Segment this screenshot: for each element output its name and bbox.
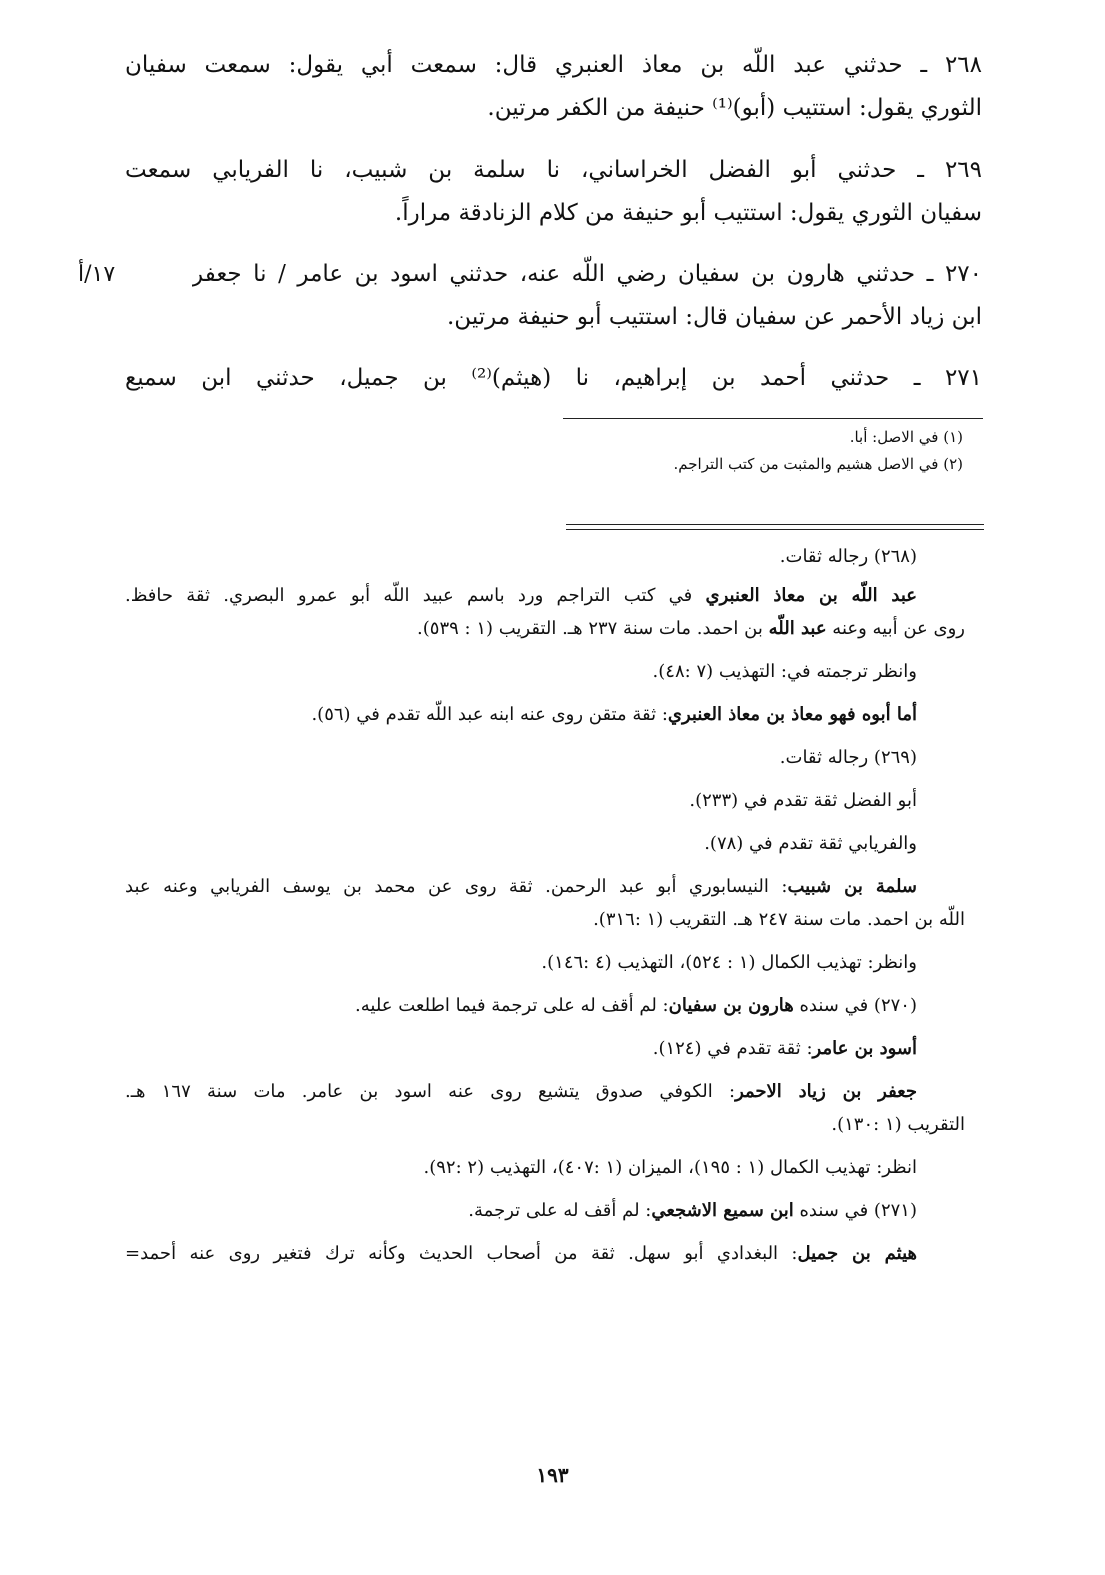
comm-line-4: وانظر ترجمته في: التهذيب (٧ :٤٨). bbox=[652, 661, 917, 682]
comm-text: : الكوفي صدوق يتشيع روى عنه اسود بن عامر. مات سنة ١٦٧ هـ. bbox=[125, 1081, 736, 1102]
comm-text: (٢٧٠) في سنده bbox=[793, 995, 917, 1016]
hadith-271 bbox=[125, 357, 982, 400]
page-number: ١٩٣ bbox=[536, 1463, 569, 1487]
hadith-270-cont bbox=[125, 296, 982, 339]
hadith-268-line-1: ٢٦٨ ـ حدثني عبد اللّه بن معاذ العنبري قال: سمعت أبي يقول: سمعت سفيان bbox=[125, 52, 982, 78]
comm-text: روى عن أبيه وعنه bbox=[826, 618, 965, 639]
folio-margin-note: ١٧/أ bbox=[78, 262, 116, 287]
comm-268-header: (٢٦٨) رجاله ثقات. bbox=[779, 546, 917, 567]
narrator-name: أسود بن عامر bbox=[812, 1038, 917, 1059]
comm-line-14 bbox=[125, 1075, 965, 1108]
narrator-name: أما أبوه فهو معاذ بن معاذ العنبري bbox=[667, 704, 917, 725]
hadith-269-line-1: ٢٦٩ ـ حدثني أبو الفضل الخراساني، نا سلمة بن شبيب، نا الفريابي سمعت bbox=[125, 157, 982, 183]
narrator-name: هيثم بن جميل bbox=[797, 1243, 917, 1264]
hadith-269-line-2: سفيان الثوري يقول: استتيب أبو حنيفة من كلام الزنادقة مراراً. bbox=[394, 200, 982, 226]
comm-line-10: اللّه بن احمد. مات سنة ٢٤٧ هـ. التقريب (١ :٣١٦). bbox=[593, 909, 965, 930]
narrator-name: جعفر بن زياد الاحمر bbox=[735, 1081, 917, 1102]
comm-270-header bbox=[125, 989, 965, 1022]
narrator-name: عبد اللّه بن معاذ العنبري bbox=[705, 585, 918, 606]
narrator-name: ابن سميع الاشجعي bbox=[651, 1200, 794, 1221]
hadith-268-line-2: الثوري يقول: استتيب (أبو)⁽¹⁾ حنيفة من الكفر مرتين. bbox=[487, 95, 982, 121]
comm-text: : لم أقف له على ترجمة. bbox=[468, 1200, 652, 1221]
narrator-note: في كتب التراجم ورد باسم عبيد اللّه أبو عمرو البصري. ثقة حافظ. bbox=[125, 585, 706, 606]
comm-line-8: والفريابي ثقة تقدم في (٧٨). bbox=[704, 833, 917, 854]
comm-269-header: (٢٦٩) رجاله ثقات. bbox=[779, 747, 917, 768]
commentary-separator bbox=[566, 524, 984, 530]
comm-line-7: أبو الفضل ثقة تقدم في (٢٣٣). bbox=[689, 790, 917, 811]
comm-line-16: انظر: تهذيب الكمال (١ : ١٩٥)، الميزان (١ :٤٠٧)، التهذيب (٢ :٩٢). bbox=[423, 1157, 917, 1178]
comm-text: بن احمد. مات سنة ٢٣٧ هـ. التقريب (١ : ٥٣٩). bbox=[417, 618, 769, 639]
hadith-270-line-2: ابن زياد الأحمر عن سفيان قال: استتيب أبو حنيفة مرتين. bbox=[447, 304, 982, 330]
comm-line-15: التقريب (١ :١٣٠). bbox=[831, 1114, 965, 1135]
comm-line-9 bbox=[125, 870, 965, 903]
comm-text: : لم أقف له على ترجمة فيما اطلعت عليه. bbox=[355, 995, 669, 1016]
hadith-270 bbox=[192, 253, 982, 296]
narrator-name: هارون بن سفيان bbox=[668, 995, 794, 1016]
footnotes bbox=[560, 424, 963, 478]
narrator-name: عبد اللّه bbox=[768, 618, 827, 639]
comm-text: : النيسابوري أبو عبد الرحمن. ثقة روى عن محمد بن يوسف الفريابي وعنه عبد bbox=[125, 876, 788, 897]
comm-line-13 bbox=[125, 1032, 965, 1065]
comm-line-2 bbox=[125, 579, 965, 612]
hadith-271-line-1: ٢٧١ ـ حدثني أحمد بن إبراهيم، نا (هيثم)⁽²⁾ بن جميل، حدثني ابن سميع bbox=[125, 365, 982, 391]
comm-line-11: وانظر: تهذيب الكمال (١ : ٥٢٤)، التهذيب (٤ :١٤٦). bbox=[541, 952, 917, 973]
comm-text: : ثقة متقن روى عنه ابنه عبد اللّه تقدم في (٥٦). bbox=[311, 704, 668, 725]
commentary bbox=[125, 540, 965, 1270]
comm-271-header bbox=[125, 1194, 965, 1227]
hadith-270-line-1: ٢٧٠ ـ حدثني هارون بن سفيان رضي اللّه عنه، حدثني اسود بن عامر / نا جعفر bbox=[192, 261, 982, 287]
hadith-268 bbox=[125, 44, 982, 130]
footnote-separator bbox=[563, 418, 983, 419]
footnote-1: (١) في الاصل: أبا. bbox=[849, 428, 963, 446]
footnote-2: (٢) في الاصل هشيم والمثبت من كتب التراجم. bbox=[673, 455, 963, 473]
comm-text: (٢٧١) في سنده bbox=[793, 1200, 917, 1221]
narrator-name: سلمة بن شبيب bbox=[787, 876, 917, 897]
comm-line-3 bbox=[125, 612, 965, 645]
comm-text: : البغدادي أبو سهل. ثقة من أصحاب الحديث وكأنه ترك فتغير روى عنه أحمد= bbox=[125, 1243, 798, 1264]
comm-line-18 bbox=[125, 1237, 965, 1270]
comm-line-5 bbox=[125, 698, 965, 731]
hadith-269 bbox=[125, 149, 982, 235]
comm-text: : ثقة تقدم في (١٢٤). bbox=[652, 1038, 813, 1059]
